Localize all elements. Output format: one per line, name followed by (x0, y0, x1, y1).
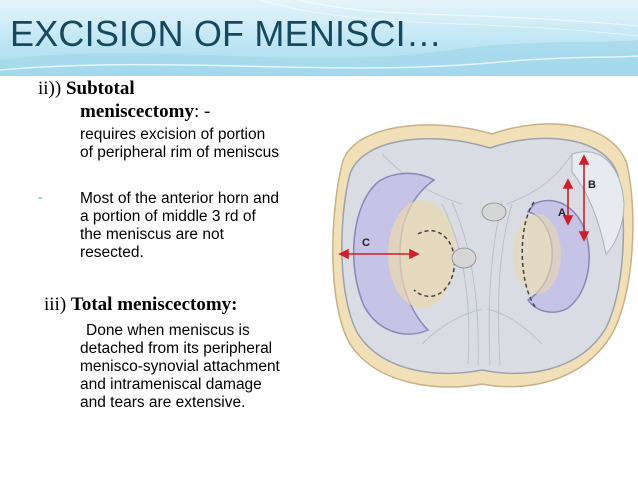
section-ii-heading (38, 78, 135, 100)
label-b: B (588, 179, 596, 191)
bullet-line: a portion of middle 3 rd of (80, 208, 256, 225)
section-ii-title-line1: Subtotal (65, 78, 135, 99)
section-ii-title-suffix: : - (193, 101, 211, 122)
section-iii-title: Total meniscectomy: (70, 294, 238, 315)
label-c: C (362, 237, 370, 249)
bullet-line: resected. (80, 244, 144, 261)
title-banner (0, 0, 638, 76)
section-ii-desc-line2: of peripheral rim of meniscus (80, 144, 279, 161)
page-title: EXCISION OF MENISCI… (10, 13, 443, 54)
section-ii-title-line2: meniscectomy (80, 101, 194, 122)
meniscus-diagram (322, 94, 638, 394)
section-iii-desc-line: and tears are extensive. (80, 394, 246, 411)
section-ii-number: ii)) (38, 78, 62, 99)
bullet-line: the meniscus are not (80, 226, 224, 243)
section-iii-heading (44, 294, 238, 316)
section-iii-desc-line: menisco-synovial attachment (80, 358, 280, 375)
section-iii-desc-line: and intrameniscal damage (80, 376, 262, 393)
knee-meniscus-illustration (322, 94, 638, 394)
bullet-marker: - (38, 190, 43, 205)
bullet-line: Most of the anterior horn and (80, 190, 280, 207)
section-ii-heading-line2 (80, 101, 210, 123)
lateral-cartilage (513, 214, 561, 294)
section-iii-desc-line: Done when meniscus is (86, 322, 250, 339)
section-iii-desc-line: detached from its peripheral (80, 340, 273, 357)
section-ii-desc-line1: requires excision of portion (80, 126, 266, 143)
section-iii-number: iii) (44, 294, 67, 315)
label-a: A (558, 207, 566, 219)
